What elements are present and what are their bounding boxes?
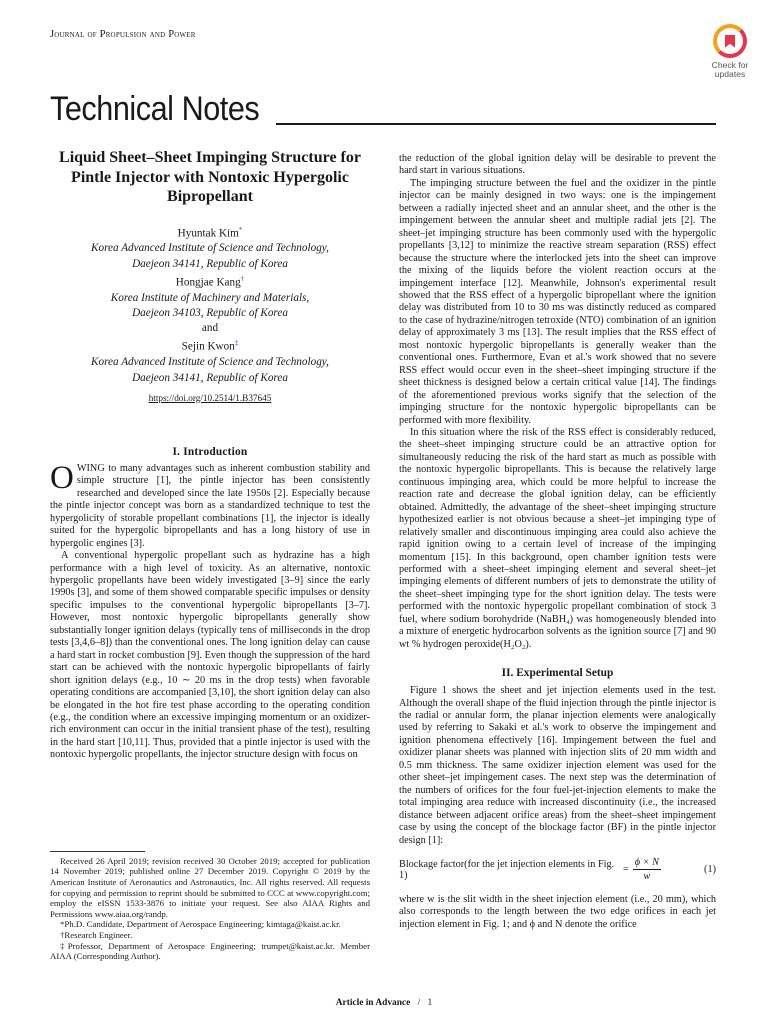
author-affiliation: Daejeon 34103, Republic of Korea — [132, 306, 288, 319]
paragraph: the reduction of the global ignition delay will be desirable to prevent the hard start in various situations. — [399, 153, 716, 177]
footnote-rule — [50, 851, 145, 852]
drop-cap: O — [50, 459, 74, 496]
equation-1 — [399, 857, 716, 882]
equation-label: Blockage factor(for the jet injection elements in Fig. 1) — [399, 858, 615, 881]
author-footnote-link[interactable]: † — [240, 274, 245, 283]
footnote: *Ph.D. Candidate, Department of Aerospace Engineering; kimtaga@kaist.ac.kr. — [60, 919, 341, 930]
author-block — [50, 223, 370, 406]
left-column — [50, 148, 370, 762]
equation-numerator: ϕ × N — [634, 857, 659, 869]
crossmark-badge[interactable] — [699, 24, 761, 79]
section-rule — [276, 123, 716, 125]
experimental-setup-heading: II. Experimental Setup — [501, 667, 614, 680]
paragraph: OWING to many advantages such as inherent combustion stability and simple structure [1], the pintle injector has been consistently researched and developed since the late 1950s [2]. Especially because the pintle injector concept was born as a standardized technique to test the hypergolicity of storable propellant combinations [1], the injector is ideally suited for the hypergolic bipropellants and has a long history of use in hypergolic engines [3]. — [50, 459, 370, 549]
and-word: and — [201, 322, 219, 335]
author-affiliation: Daejeon 34141, Republic of Korea — [132, 371, 288, 384]
equation-number: (1) — [704, 864, 716, 876]
paragraph: where w is the slit width in the sheet injection element (i.e., 20 mm), which also corresponds to the length between the two edge orifices in each jet injection element in Fig. 1; and ϕ and N denote the orifice — [399, 894, 716, 930]
equation-fraction — [633, 857, 661, 882]
paragraph: Figure 1 shows the sheet and jet injection elements used in the test. Although the overall shape of the fluid injection through the pintle injector is the radial or annular form, the planar injection elements were analogically used by referring to Sakaki et al.'s work to observe the impingement and ignition phenomena effectively [16]. Impingement between the fuel and oxidizer planar sheets was planned with injection slits of 20 mm width and 0.5 mm thickness. The same oxidizer injection element was used for the other sheet–jet impingement cases. The next step was the determination of the numbers of orifices for the four fuel-jet-injection elements to make the total impinging area reduce with increased discontinuity (i.e., the increased distance between adjacent orifice areas) from the sheet–sheet impingement case by using the concept of the blockage factor (BF) in the pintle injector design [1]: — [399, 685, 716, 846]
received-note: Received 26 April 2019; revision received 30 October 2019; accepted for publication 14 November 2019; published online 27 December 2019. Copyright © 2019 by the American Institute of Aeronautics and Astronautics, Inc. All rights reserved. All requests for copying and permission to reprint should be submitted to CCC at www.copyright.com; employ the eISSN 1533-3876 to initiate your request. See also AIAA Rights and Permissions www.aiaa.org/randp. — [50, 855, 370, 919]
journal-name: Journal of Propulsion and Power — [50, 29, 196, 40]
footnotes — [50, 851, 370, 962]
author-affiliation: Korea Advanced Institute of Science and Technology, — [91, 242, 329, 255]
page-footer — [0, 998, 768, 1008]
author-affiliation: Daejeon 34141, Republic of Korea — [132, 257, 288, 270]
author-name: Hyuntak Kim* — [177, 225, 243, 240]
paragraph: In this situation where the risk of the RSS effect is considerably reduced, the sheet–sheet impinging structure could be an attractive option for simultaneously reducing the risk of the hard start as much as possible with the nontoxic hypergolic bipropellants. This is because the relatively large continuous impinging area, which could be more helpful to increase the reaction rate and decrease the global ignition delay, can be efficiently obtained. Admittedly, the advantage of the sheet–sheet impinging structure hypothesized earlier is not obvious because a sheet–jet impinging type of relatively smaller and discontinuous impinging area could also achieve the rapid ignition owing to a certain level of increase of the impinging momentum [15]. In this background, open chamber ignition tests were performed with a sheet–sheet impinging element and several sheet–jet impinging elements of different numbers of jets to demonstrate the utility of the sheet–sheet impinging type for the short ignition delay. The tests were performed with the nontoxic hypergolic propellant combination of stock 3 fuel, where sodium borohydride (NaBH₄) was homogeneously blended into a mixture of energetic hydrocarbon solvents as the ignition source [7] and 90 wt % hydrogen peroxide(H₂O₂). — [399, 426, 716, 650]
author-name: Sejin Kwon‡ — [181, 339, 239, 354]
footnote: ‡Professor, Department of Aerospace Engineering; trumpet@kaist.ac.kr. Member AIAA (Corresponding Author). — [50, 940, 370, 962]
equation-denominator: w — [643, 871, 651, 883]
equals-sign: = — [623, 864, 629, 876]
crossmark-icon — [713, 24, 747, 58]
article-status: Article in Advance — [335, 998, 411, 1008]
author-footnote-link[interactable]: * — [238, 225, 243, 234]
section-heading: Technical Notes — [50, 90, 260, 128]
crossmark-label-1: Check for — [711, 60, 749, 70]
introduction-heading: I. Introduction — [172, 445, 248, 458]
introduction-body — [50, 459, 370, 762]
author-affiliation: Korea Institute of Machinery and Materials, — [110, 291, 310, 304]
paragraph: The impinging structure between the fuel and the oxidizer in the pintle injector can be mainly designed in two ways: one is the impingement between a radially injected sheet and an annular sheet, and the other is the impingement between the annular sheet and multiple radial jets [2]. The sheet–jet impinging structure has been commonly used with the hypergolic propellants [3,12] to minimize the reactive stream separation (RSS) effect because the structure where the interlocked jets into the sheet can improve the mixing of the liquids before the violent reaction occurs at the impingement interface [12]. Meanwhile, Johnson's experimental result showed that the RSS effect of a hypergolic bipropellant where the ignition delay was distributed from 10 to 30 ms was distinctly reduced as compared to the case of hydrazine/nitrogen tetroxide (NTO) combination of an ignition delay of approximately 3 ms [13]. The result implies that the RSS effect of most nontoxic hypergolic bipropellants is generally weaker than the conventional ones. Furthermore, Evan et al.'s work showed that no severe RSS effect would occur even in the sheet–sheet impinging structure if the sheet thickness is designed below a certain critical value [14]. The findings of the aforementioned previous works signify that the selection of the impinging structure for the nontoxic hypergolic bipropellants can be performed with more flexibility. — [399, 177, 716, 426]
author-affiliation: Korea Advanced Institute of Science and Technology, — [91, 356, 329, 369]
crossmark-label-2: updates — [714, 69, 746, 79]
footer-separator: / — [417, 998, 421, 1008]
author-footnote-link[interactable]: ‡ — [234, 339, 239, 348]
footnote: †Research Engineer. — [60, 929, 133, 940]
doi-link[interactable]: https://doi.org/10.2514/1.B37645 — [148, 392, 272, 403]
author-name: Hongjae Kang† — [175, 274, 245, 289]
paper-title: Liquid Sheet–Sheet Impinging Structure for Pintle Injector with Nontoxic Hypergolic Bipropellant — [59, 149, 361, 205]
page-number: 1 — [427, 998, 433, 1008]
paragraph: A conventional hypergolic propellant such as hydrazine has a high performance with a high level of toxicity. As an alternative, nontoxic hypergolic propellants have been widely investigated [3–9] since the early 1990s [3], and some of them showed comparable specific impulses or density specific impulses to the conventional hypergolic bipropellants [3–7]. However, most nontoxic hypergolic bipropellants generally show substantially longer ignition delays (typically tens of milliseconds in the drop tests [3,4,6–8]) than the conventional ones. The long ignition delay can cause a hard start in rocket combustion [9]. Even though the suppression of the hard start can be achieved with the nontoxic hypergolic bipropellants of fairly short ignition delays (e.g., 10 ∼ 20 ms in the drop tests) when favorable operating conditions are accompanied [3,10], the short ignition delay can also be elongated in the hot fire test phase according to the operating condition (e.g., the condition where an excessive impinging momentum or an oxidizer-rich environment can occur in the initial transient phase of the test), resulting in the hard start [10,11]. Thus, provided that a pintle injector is used with the nontoxic hypergolic propellants, the injector structure design with focus on — [50, 550, 370, 761]
right-column — [399, 153, 716, 931]
